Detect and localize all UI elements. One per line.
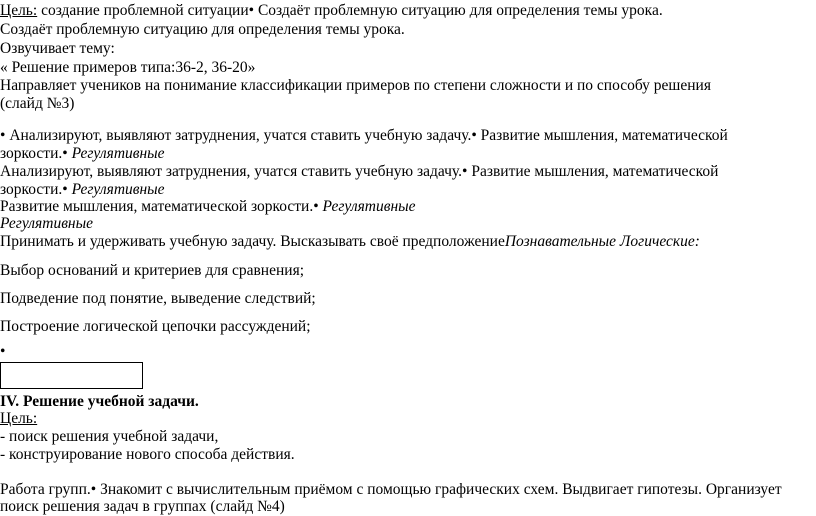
goal-label: Цель:: [0, 2, 38, 19]
text-span: Развитие мышления, математической: [467, 163, 719, 180]
italic-label: Регулятивные: [67, 145, 165, 162]
text-span: Развитие мышления, математической: [476, 127, 728, 144]
text-line-21: [0, 481, 782, 499]
bullet-icon: •: [0, 343, 6, 360]
text-span: Работа групп.: [0, 481, 91, 498]
text-span: Анализируют, выявляют затруднения, учатся ставить учебную задачу.: [0, 163, 463, 180]
bullet-icon: •: [248, 2, 255, 19]
text-span: Знакомит с вычислительным приёмом с помощью графических схем. Выдвигает гипотезы. Организует: [96, 481, 782, 498]
italic-label: Регулятивные: [318, 198, 416, 215]
bullet-icon: •: [313, 198, 319, 215]
goal-label-2: Цель:: [0, 410, 38, 427]
text-span: зоркости.: [0, 145, 63, 162]
text-line-5: Направляет учеников на понимание классификации примеров по степени сложности и по способу решения: [0, 77, 711, 94]
text-line-19: - поиск решения учебной задачи,: [0, 428, 219, 445]
italic-label: Регулятивные: [0, 215, 93, 232]
goal-line: [0, 2, 663, 20]
empty-box: [0, 362, 143, 389]
text-line-8: [0, 145, 165, 163]
text-line-15: Подведение под понятие, выведение следствий;: [0, 290, 316, 307]
text-line-3: Озвучивает тему:: [0, 40, 115, 57]
text-span: Принимать и удерживать учебную задачу. Высказывать своё предположение: [0, 233, 505, 250]
goal-text-rest: Создаёт проблемную ситуацию для определения темы урока.: [254, 2, 663, 19]
text-span: зоркости.: [0, 181, 63, 198]
goal-text: создание проблемной ситуации: [37, 2, 249, 19]
text-line-13: [0, 233, 700, 251]
text-line-16: Построение логической цепочки рассуждений;: [0, 318, 311, 335]
text-span: Анализируют, выявляют затруднения, учатся ставить учебную задачу.: [5, 127, 472, 144]
text-line-7: [0, 127, 728, 145]
bullet-icon: •: [471, 127, 477, 144]
bullet-icon: •: [90, 481, 97, 498]
text-line-9: [0, 163, 718, 181]
bullet-icon: •: [462, 163, 468, 180]
text-span: Развитие мышления, математической зоркости.: [0, 198, 314, 215]
bullet-icon: •: [0, 127, 6, 144]
text-line-11: [0, 198, 416, 216]
topic-line: « Решение примеров типа:36-2, 36-20»: [0, 59, 256, 76]
bullet-icon: •: [62, 181, 68, 198]
italic-label: Регулятивные: [67, 181, 165, 198]
bullet-icon: •: [62, 145, 68, 162]
text-line-10: [0, 181, 165, 199]
italic-label: Познавательные Логические:: [504, 233, 700, 250]
text-line-2: Создаёт проблемную ситуацию для определения темы урока.: [0, 21, 405, 38]
text-line-20: - конструирование нового способа действия.: [0, 446, 295, 463]
slide-ref-line: (слайд №3): [0, 95, 75, 112]
section-title: IV. Решение учебной задачи.: [0, 393, 199, 410]
text-line-22: поиск решения задач в группах (слайд №4): [0, 498, 285, 515]
text-line-14: Выбор оснований и критериев для сравнения;: [0, 262, 304, 279]
